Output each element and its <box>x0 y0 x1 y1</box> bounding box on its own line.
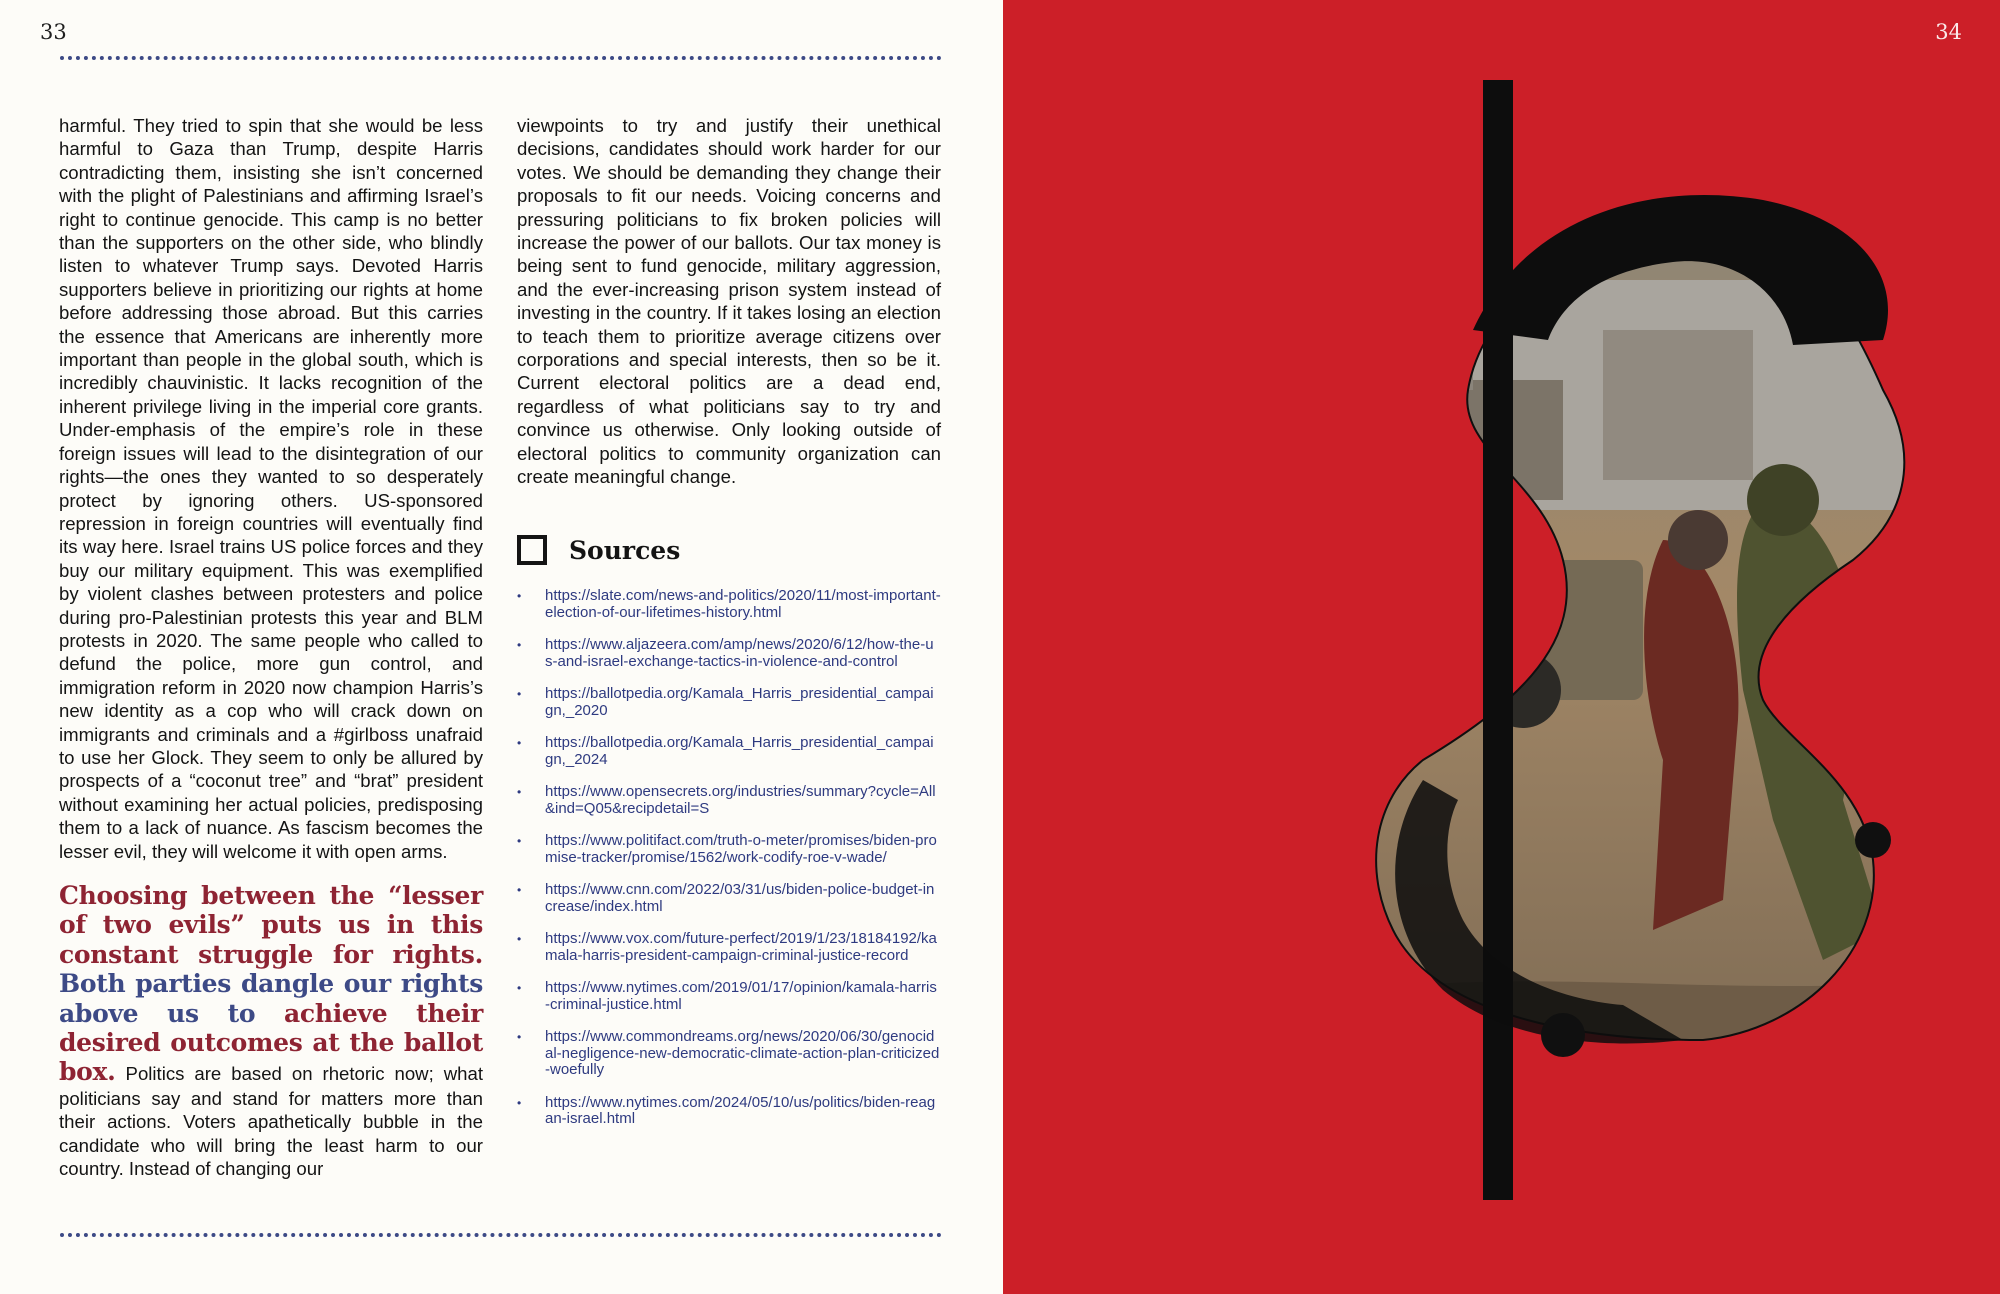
source-link[interactable]: • https://www.politifact.com/truth-o-meter/promises/biden-promise-tracker/promise/1562/work-codify-roe-v-wade/ <box>517 833 941 866</box>
pull-quote-part-1: Choosing between the “lesser of two evils” puts us in this constant struggle for rights. <box>59 881 483 969</box>
source-link[interactable]: • https://www.cnn.com/2022/03/31/us/biden-police-budget-increase/index.html <box>517 882 941 915</box>
article-column-1 <box>59 114 483 1180</box>
source-link[interactable]: • https://ballotpedia.org/Kamala_Harris_presidential_campaign,_2024 <box>517 735 941 768</box>
pull-quote-paragraph <box>59 881 483 1180</box>
page-number-right: 34 <box>1935 20 1962 44</box>
source-link[interactable]: • https://slate.com/news-and-politics/2020/11/most-important-election-of-our-lifetimes-history.html <box>517 588 941 621</box>
sources-list <box>517 588 941 1144</box>
pull-quote <box>59 881 483 1086</box>
body-paragraph: harmful. They tried to spin that she would be less harmful to Gaza than Trump, despite Harris contradicting them, insisting she isn’t concerned with the plight of Palestinians and affirming Israel’s right to continue genocide. This camp is no better than the supporters on the other side, who blindly listen to whatever Trump says. Devoted Harris supporters believe in prioritizing our rights at home before addressing those abroad. But this carries the essence that Americans are inherently more important than people in the global south, which is incredibly chauvinistic. It lacks recognition of the inherent privilege living in the imperial core grants. Under-emphasis of the empire’s role in these foreign issues will lead to the disintegration of our rights—the ones they wanted to so desperately protect by ignoring others. US-sponsored repression in foreign countries will eventually find its way here. Israel trains US police forces and they buy our military equipment. This was exemplified by violent clashes between protesters and police during pro-Palestinian protests this year and BLM protests in 2020. The same people who called to defund the police, more gun control, and immigration reform in 2020 now champion Harris’s new identity as a cop who will crack down on immigrants and criminals and a #girlboss unafraid to use her Glock. They seem to only be allured by prospects of a “coconut tree” and “brat” president without examining her actual policies, predisposing them to a lack of nuance. As fascism becomes the lesser evil, they will welcome it with open arms. <box>59 115 483 862</box>
page-number-left: 33 <box>40 20 67 44</box>
dotted-divider-top <box>60 56 942 60</box>
sources-title: Sources <box>569 535 681 565</box>
dollar-sign-collage-image <box>1003 0 2000 1294</box>
pull-quote-followup: Politics are based on rhetoric now; what politicians say and stand for matters more than their actions. Voters apathetically bubble in the candidate who will bring the least harm to our country. Instead of changing our <box>59 1063 483 1180</box>
body-paragraph-2: viewpoints to try and justify their unethical decisions, candidates should work harder for our votes. We should be demanding they change their proposals to fit our needs. Voicing concerns and pressuring politicians to fix broken policies will increase the power of our ballots. Our tax money is being sent to fund genocide, military aggression, and the ever-increasing prison system instead of investing in the country. If it takes losing an election to teach them to prioritize average citizens over corporations and special interests, then so be it. Current electoral politics are a dead end, regardless of what politicians say to try and convince us otherwise. Only looking outside of electoral politics to community organization can create meaningful change. <box>517 115 941 488</box>
sources-heading <box>517 530 680 570</box>
dotted-divider-bottom <box>60 1233 942 1237</box>
source-link[interactable]: • https://www.opensecrets.org/industries/summary?cycle=All&ind=Q05&recipdetail=S <box>517 784 941 817</box>
right-page <box>1003 0 2000 1294</box>
article-column-2 <box>517 114 941 489</box>
pull-quote-part-3: achieve their desired outcomes at the ballot box. <box>59 998 483 1087</box>
source-link[interactable]: • https://www.commondreams.org/news/2020/06/30/genocidal-negligence-new-democratic-climate-action-plan-criticized-woefully <box>517 1029 941 1079</box>
source-link[interactable]: • https://ballotpedia.org/Kamala_Harris_presidential_campaign,_2020 <box>517 686 941 719</box>
source-link[interactable]: • https://www.nytimes.com/2024/05/10/us/politics/biden-reagan-israel.html <box>517 1095 941 1128</box>
pull-quote-part-2: Both parties dangle our rights above us to <box>59 969 483 1028</box>
source-link[interactable]: • https://www.vox.com/future-perfect/2019/1/23/18184192/kamala-harris-president-campaign-criminal-justice-record <box>517 931 941 964</box>
square-outline-icon <box>517 535 547 565</box>
source-link[interactable]: • https://www.nytimes.com/2019/01/17/opinion/kamala-harris-criminal-justice.html <box>517 980 941 1013</box>
source-link[interactable]: • https://www.aljazeera.com/amp/news/2020/6/12/how-the-us-and-israel-exchange-tactics-in-violence-and-control <box>517 637 941 670</box>
